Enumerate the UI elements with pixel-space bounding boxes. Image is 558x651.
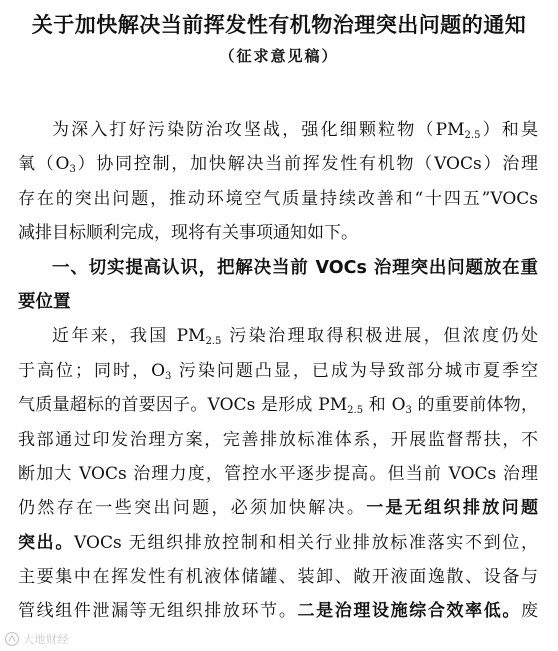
section-1-paragraph bbox=[18, 319, 538, 629]
bold-point-2: 二是治理设施综合效率低。 bbox=[297, 601, 522, 622]
watermark bbox=[4, 630, 69, 648]
document-body bbox=[18, 113, 538, 629]
bold-point-1-end: 突出。 bbox=[18, 532, 75, 553]
text-line: 断加大 VOCs 治理力度，管控水平逐步提高。但当前 VOCs 治理 bbox=[18, 463, 538, 484]
text-line: 于高位；同时，$O_3$ 污染问题凸显，已成为导致部分城市夏季空 bbox=[18, 360, 538, 382]
text-line: 存在的突出问题，推动环境空气质量持续改善和“十四五”VOCs bbox=[18, 188, 538, 209]
heading-line: 要位置 bbox=[18, 291, 71, 312]
intro-paragraph bbox=[18, 113, 538, 251]
brand-logo-icon bbox=[4, 631, 20, 647]
text-line: 管线组件泄漏等无组织排放环节。二是治理设施综合效率低。废 bbox=[18, 601, 539, 622]
heading-line: 一、切实提高认识，把解决当前 VOCs 治理突出问题放在重 bbox=[52, 257, 538, 278]
document-title: 关于加快解决当前挥发性有机物治理突出问题的通知 bbox=[31, 13, 527, 37]
text-line: 近年来，我国 $PM_{2.5}$ 污染治理取得积极进展，但浓度仍处 bbox=[52, 326, 539, 348]
text-line: 为深入打好污染防治攻坚战，强化细颗粒物$(PM_{2.5})$和臭 bbox=[52, 120, 538, 141]
section-heading-1 bbox=[18, 251, 538, 320]
text-line: 主要集中在挥发性有机液体储罐、装卸、敞开液面逸散、设备与 bbox=[18, 567, 538, 588]
bold-point-1: 一是无组织排放问题 bbox=[366, 498, 539, 519]
text-line: 我部通过印发治理方案，完善排放标准体系，开展监督帮扶，不 bbox=[18, 429, 538, 450]
text-line: 氧$(O_3)$协同控制，加快解决当前挥发性有机物（VOCs）治理 bbox=[18, 154, 538, 176]
watermark-text: 大地财经 bbox=[23, 633, 69, 646]
text-line: 减排目标顺利完成，现将有关事项通知如下。 bbox=[18, 223, 358, 244]
text-line: 仍然存在一些突出问题，必须加快解决。一是无组织排放问题 bbox=[18, 498, 539, 519]
document-subtitle: （征求意见稿） bbox=[219, 47, 339, 65]
text-line: 突出。VOCs 无组织排放控制和相关行业排放标准落实不到位， bbox=[18, 532, 539, 553]
text-line: 气质量超标的首要因子。VOCs 是形成 $PM_{2.5}$ 和 $O_3$ 的重要前体物， bbox=[18, 395, 538, 417]
